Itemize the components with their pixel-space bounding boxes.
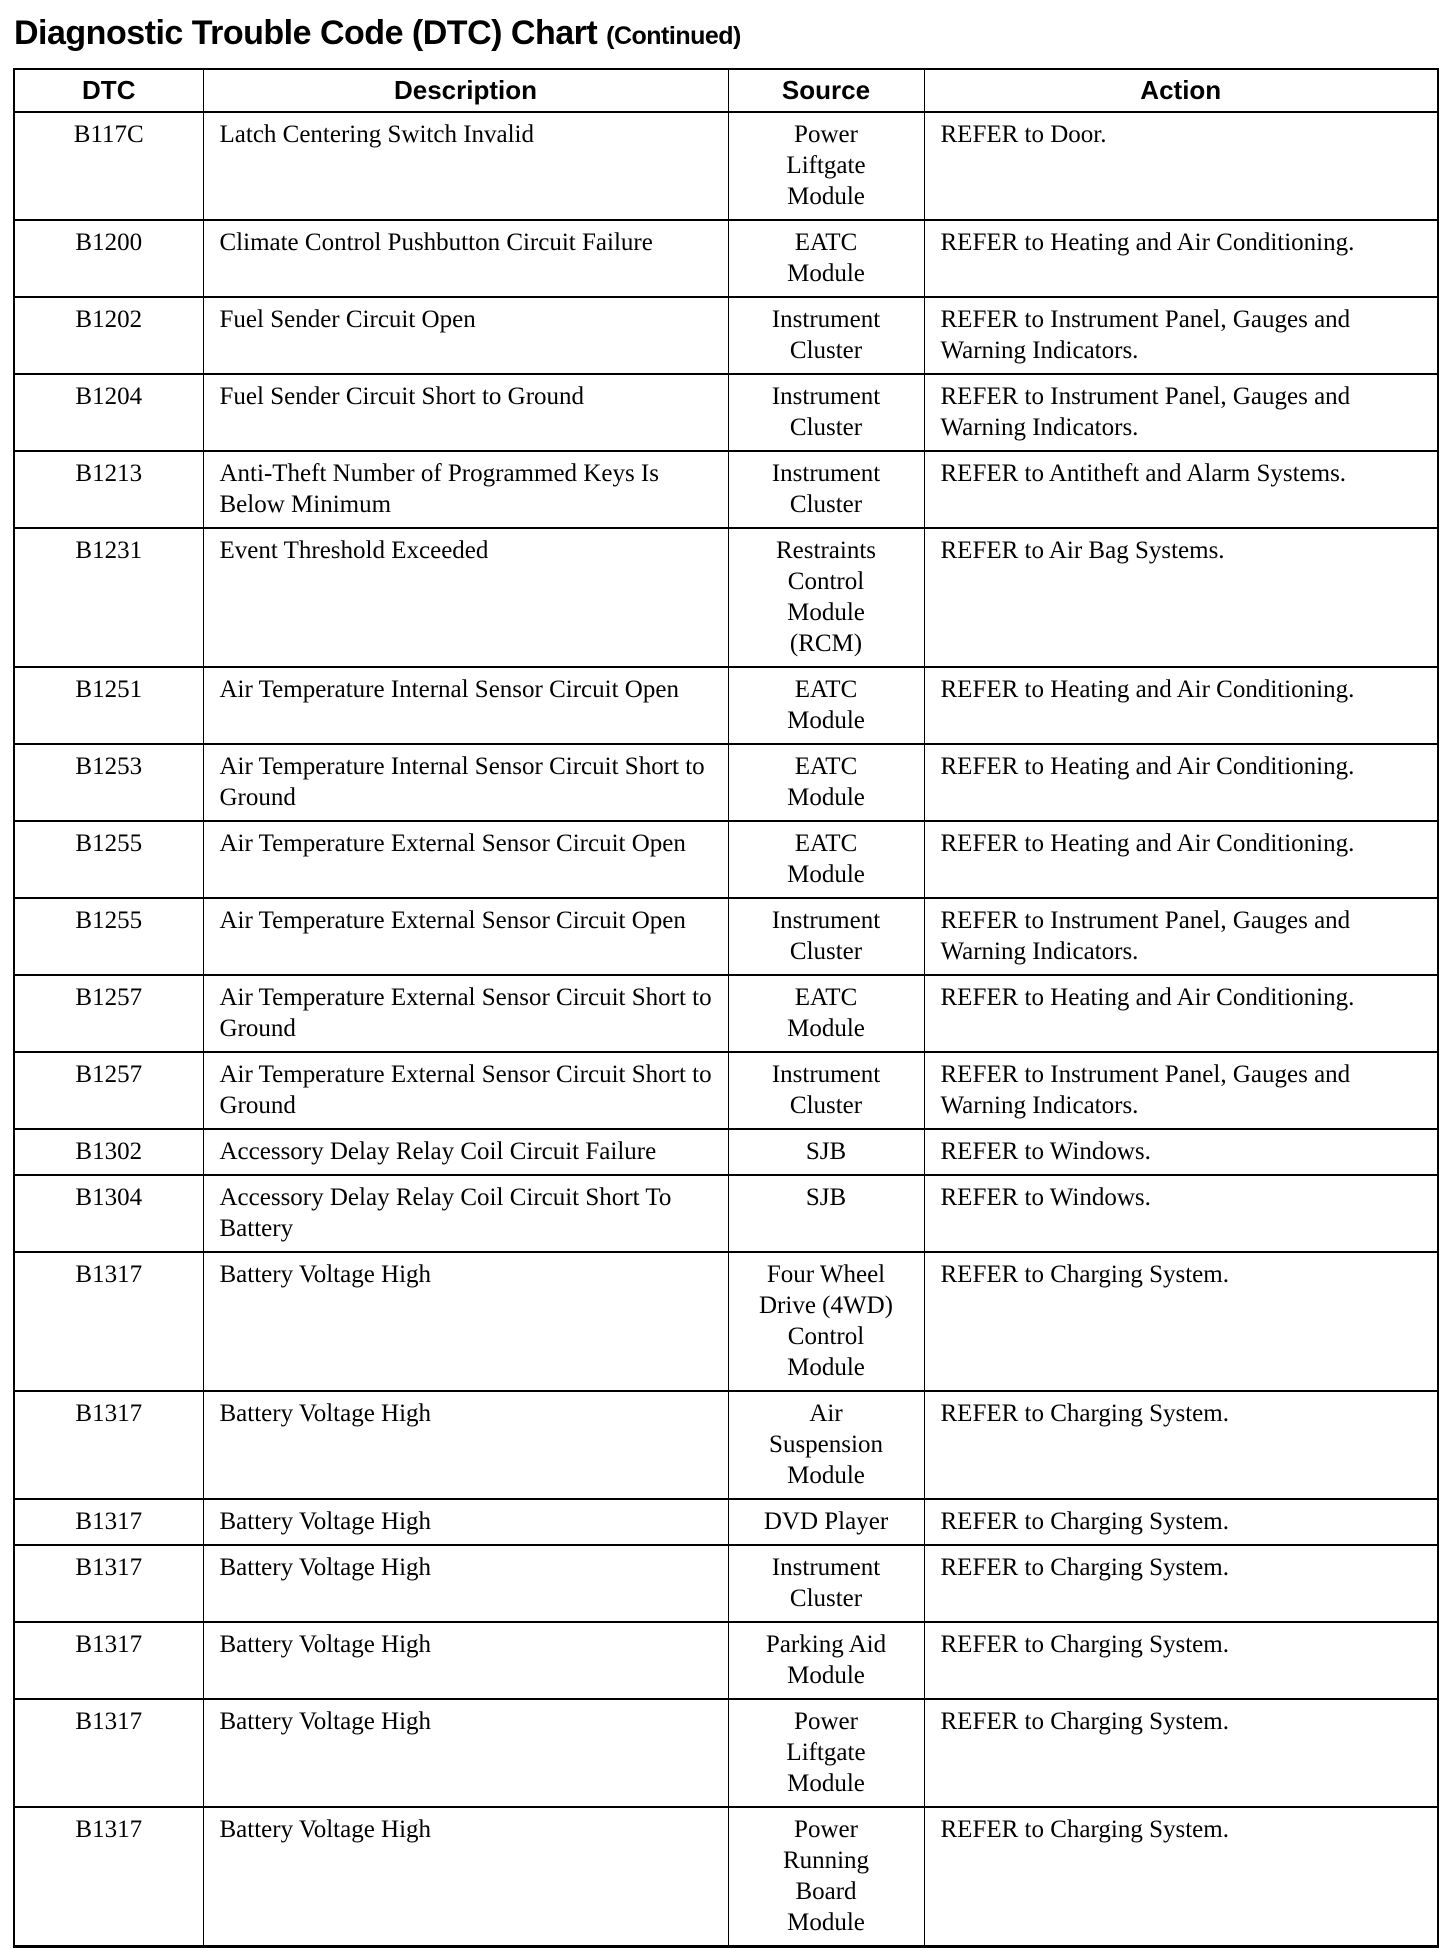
source-line: Control [787,568,865,595]
dtc-code: B1251 [14,667,203,744]
source-line: Module [787,260,865,287]
source-line: EATC [794,676,858,703]
dtc-source [728,1807,924,1947]
dtc-source [728,1129,924,1175]
dtc-code: B1317 [14,1622,203,1699]
table-row [14,821,1438,898]
dtc-description: Accessory Delay Relay Coil Circuit Short To Battery [203,1175,728,1252]
dtc-source [728,220,924,297]
dtc-source [728,112,924,220]
dtc-source [728,1052,924,1129]
dtc-source [728,744,924,821]
dtc-action: REFER to Heating and Air Conditioning. [924,821,1438,898]
table-row [14,1807,1438,1947]
dtc-action: REFER to Door. [924,112,1438,220]
table-row [14,744,1438,821]
source-line: Instrument [771,1554,881,1581]
dtc-action: REFER to Charging System. [924,1807,1438,1947]
source-line: Module [787,861,865,888]
source-line: Suspension [769,1431,883,1458]
dtc-action: REFER to Charging System. [924,1699,1438,1807]
table-row [14,1622,1438,1699]
dtc-action: REFER to Heating and Air Conditioning. [924,975,1438,1052]
title-suffix: (Continued) [606,22,741,50]
source-line: Module [787,1662,865,1689]
source-line: Module [787,599,865,626]
table-row [14,1699,1438,1807]
dtc-source [728,1545,924,1622]
dtc-code: B1302 [14,1129,203,1175]
dtc-action: REFER to Windows. [924,1129,1438,1175]
source-line: (RCM) [789,630,863,657]
dtc-source [728,1175,924,1252]
dtc-code: B1255 [14,898,203,975]
dtc-description: Battery Voltage High [203,1699,728,1807]
table-row [14,451,1438,528]
table-row [14,1545,1438,1622]
table-row [14,220,1438,297]
dtc-description: Accessory Delay Relay Coil Circuit Failure [203,1129,728,1175]
dtc-table [13,68,1439,1948]
source-line: Drive (4WD) [759,1292,893,1319]
dtc-description: Battery Voltage High [203,1807,728,1947]
dtc-action: REFER to Instrument Panel, Gauges and Warning Indicators. [924,898,1438,975]
source-line: Power [794,121,858,148]
dtc-code: B1255 [14,821,203,898]
dtc-code: B1304 [14,1175,203,1252]
title-text: Diagnostic Trouble Code (DTC) Chart [14,14,598,52]
table-row [14,975,1438,1052]
dtc-description: Air Temperature Internal Sensor Circuit Short to Ground [203,744,728,821]
dtc-code: B1317 [14,1807,203,1947]
source-line: Cluster [789,337,863,364]
dtc-code: B1213 [14,451,203,528]
dtc-description: Latch Centering Switch Invalid [203,112,728,220]
source-line: Module [787,1015,865,1042]
dtc-source [728,451,924,528]
dtc-action: REFER to Charging System. [924,1252,1438,1391]
source-line: Board [795,1878,857,1905]
source-line: Module [787,1770,865,1797]
dtc-description: Battery Voltage High [203,1545,728,1622]
source-line: Cluster [789,414,863,441]
table-row [14,1499,1438,1545]
source-line: Parking Aid [765,1631,887,1658]
dtc-description: Battery Voltage High [203,1252,728,1391]
dtc-description: Event Threshold Exceeded [203,528,728,667]
dtc-description: Air Temperature Internal Sensor Circuit Open [203,667,728,744]
dtc-source [728,1252,924,1391]
dtc-code: B1200 [14,220,203,297]
dtc-code: B1317 [14,1252,203,1391]
dtc-source [728,297,924,374]
source-line: EATC [794,753,858,780]
dtc-description: Air Temperature External Sensor Circuit Open [203,821,728,898]
dtc-action: REFER to Heating and Air Conditioning. [924,220,1438,297]
dtc-code: B1257 [14,1052,203,1129]
dtc-action: REFER to Heating and Air Conditioning. [924,744,1438,821]
dtc-source [728,374,924,451]
dtc-code: B1257 [14,975,203,1052]
header-row [14,69,1438,112]
dtc-source [728,528,924,667]
source-line: Module [787,707,865,734]
table-row [14,374,1438,451]
dtc-description: Climate Control Pushbutton Circuit Failure [203,220,728,297]
source-line: Cluster [789,1092,863,1119]
dtc-action: REFER to Instrument Panel, Gauges and Warning Indicators. [924,297,1438,374]
source-line: Four Wheel [766,1261,886,1288]
source-line: Restraints [776,537,876,564]
dtc-description: Fuel Sender Circuit Short to Ground [203,374,728,451]
dtc-action: REFER to Charging System. [924,1499,1438,1545]
dtc-code: B1317 [14,1391,203,1499]
dtc-action: REFER to Heating and Air Conditioning. [924,667,1438,744]
dtc-action: REFER to Instrument Panel, Gauges and Warning Indicators. [924,1052,1438,1129]
dtc-description: Battery Voltage High [203,1622,728,1699]
column-header-source: Source [728,69,924,112]
table-row [14,1052,1438,1129]
source-line: Liftgate [786,1739,866,1766]
page-title [14,14,741,53]
source-line: EATC [794,984,858,1011]
column-header-dtc: DTC [14,69,203,112]
dtc-code: B1317 [14,1545,203,1622]
dtc-code: B117C [14,112,203,220]
column-header-action: Action [924,69,1438,112]
dtc-code: B1317 [14,1499,203,1545]
dtc-action: REFER to Windows. [924,1175,1438,1252]
source-line: Module [787,1462,865,1489]
dtc-description: Battery Voltage High [203,1499,728,1545]
dtc-code: B1202 [14,297,203,374]
dtc-source [728,898,924,975]
table-row [14,112,1438,220]
dtc-code: B1231 [14,528,203,667]
source-line: Module [787,784,865,811]
source-line: Module [787,183,865,210]
dtc-action: REFER to Charging System. [924,1622,1438,1699]
table-row [14,297,1438,374]
source-line: Cluster [789,1585,863,1612]
dtc-description: Anti-Theft Number of Programmed Keys Is Below Minimum [203,451,728,528]
source-line: Instrument [771,460,881,487]
dtc-source [728,1622,924,1699]
source-line: EATC [794,229,858,256]
table-row [14,528,1438,667]
source-line: Power [794,1816,858,1843]
dtc-source [728,667,924,744]
dtc-action: REFER to Antitheft and Alarm Systems. [924,451,1438,528]
table-body [14,112,1438,1947]
dtc-source [728,1391,924,1499]
dtc-action: REFER to Air Bag Systems. [924,528,1438,667]
source-line: Instrument [771,1061,881,1088]
source-line: SJB [805,1138,847,1165]
dtc-action: REFER to Charging System. [924,1545,1438,1622]
source-line: DVD Player [763,1508,889,1535]
dtc-source [728,1699,924,1807]
table-row [14,1129,1438,1175]
dtc-action: REFER to Instrument Panel, Gauges and Warning Indicators. [924,374,1438,451]
source-line: Instrument [771,306,881,333]
source-line: Running [782,1847,870,1874]
source-line: EATC [794,830,858,857]
table-row [14,1175,1438,1252]
dtc-description: Battery Voltage High [203,1391,728,1499]
dtc-code: B1204 [14,374,203,451]
source-line: Instrument [771,907,881,934]
column-header-description: Description [203,69,728,112]
source-line: Air [809,1400,843,1427]
dtc-description: Air Temperature External Sensor Circuit Short to Ground [203,975,728,1052]
table-row [14,1252,1438,1391]
dtc-source [728,821,924,898]
table-row [14,898,1438,975]
table-row [14,1391,1438,1499]
source-line: Control [787,1323,865,1350]
dtc-description: Air Temperature External Sensor Circuit Open [203,898,728,975]
source-line: SJB [805,1184,847,1211]
source-line: Module [787,1354,865,1381]
dtc-code: B1317 [14,1699,203,1807]
dtc-code: B1253 [14,744,203,821]
table-row [14,667,1438,744]
source-line: Module [787,1909,865,1936]
dtc-source [728,975,924,1052]
dtc-source [728,1499,924,1545]
source-line: Cluster [789,938,863,965]
source-line: Liftgate [786,152,866,179]
dtc-action: REFER to Charging System. [924,1391,1438,1499]
source-line: Cluster [789,491,863,518]
source-line: Instrument [771,383,881,410]
source-line: Power [794,1708,858,1735]
dtc-description: Fuel Sender Circuit Open [203,297,728,374]
dtc-description: Air Temperature External Sensor Circuit Short to Ground [203,1052,728,1129]
